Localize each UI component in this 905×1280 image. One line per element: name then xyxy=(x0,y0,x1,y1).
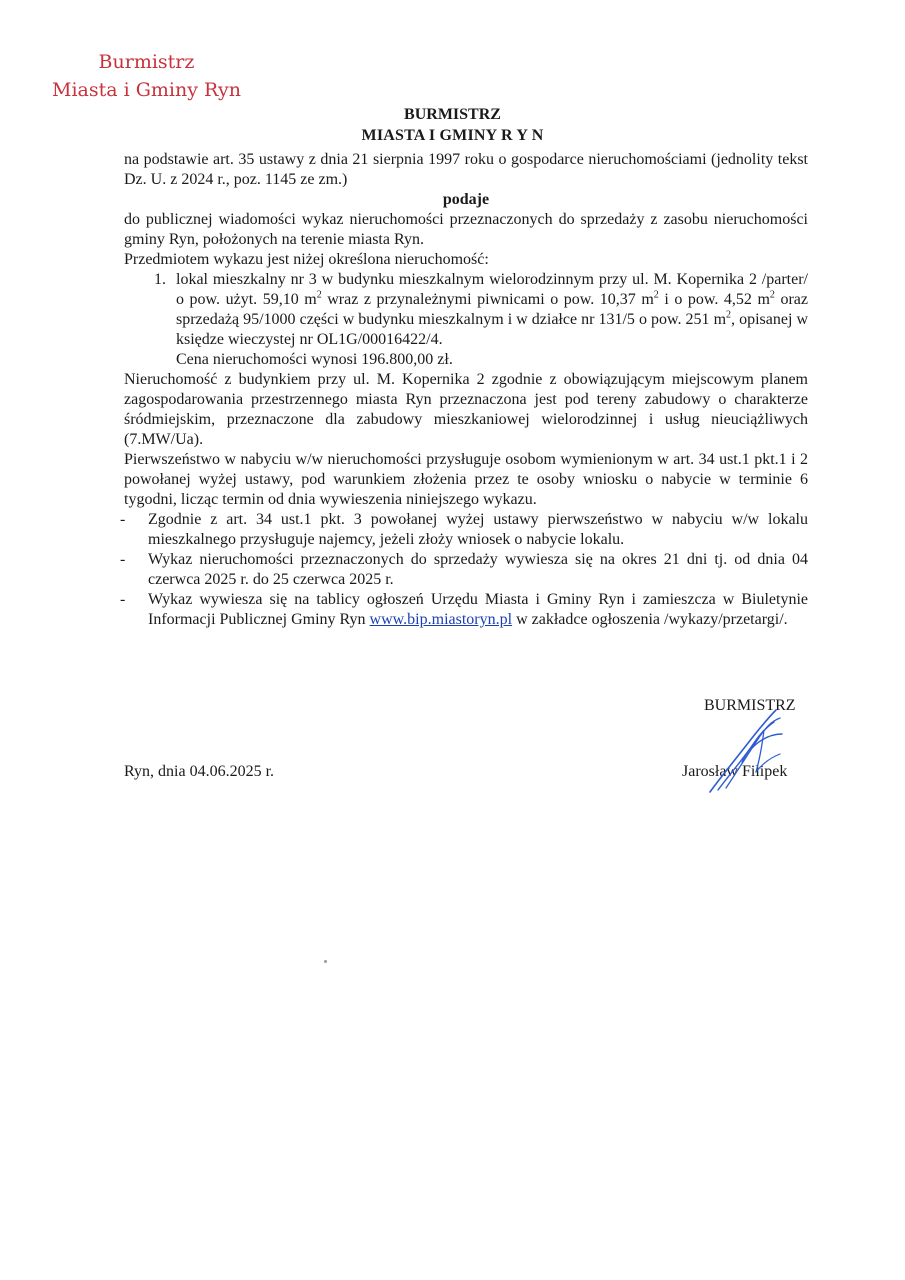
property-price: Cena nieruchomości wynosi 196.800,00 zł. xyxy=(176,351,453,368)
sup-1: 2 xyxy=(316,289,322,301)
document-heading-1: BURMISTRZ xyxy=(404,106,501,123)
sup-3: 2 xyxy=(769,289,775,301)
property-item-number: 1. xyxy=(154,271,166,288)
place-date: Ryn, dnia 04.06.2025 r. xyxy=(124,763,275,780)
property-desc-1: lokal mieszkalny nr 3 w budynku mieszkalnym wielorodzinnym przy ul. M. Kopernika 2 /parter/ o pow. użyt. 59,10 m xyxy=(176,271,808,308)
property-desc-3: i o pow. 4,52 m xyxy=(658,291,770,308)
bullet-dash: - xyxy=(120,591,126,608)
handwritten-signature xyxy=(690,700,790,800)
property-item xyxy=(124,270,808,370)
sup-4: 2 xyxy=(726,309,732,321)
stamp-line-1: Burmistrz xyxy=(98,51,195,73)
property-item-text xyxy=(176,270,808,370)
priority-paragraph: Pierwszeństwo w nabyciu w/w nieruchomości przysługuje osobom wymienionym w art. 34 ust.1 pkt.1 i 2 powołanej wyżej ustawy, pod warunkiem złożenia przez te osoby wniosku o nabycie w terminie 6 tygodni, licząc termin od dnia wywieszenia niniejszego wykazu. xyxy=(124,451,808,508)
bip-link[interactable]: www.bip.miastoryn.pl xyxy=(369,611,513,628)
bullet-tenant-priority xyxy=(120,510,808,550)
bullet-dash: - xyxy=(120,511,126,528)
bullet-text-before-link: Wykaz wywiesza się na tablicy ogłoszeń Urzędu Miasta i Gminy Ryn i zamieszcza w Biuletynie Informacji Publicznej Gminy Ryn xyxy=(148,591,808,628)
legal-basis: na podstawie art. 35 ustawy z dnia 21 sierpnia 1997 roku o gospodarce nieruchomościami (jednolity tekst Dz. U. z 2024 r., poz. 1145 ze zm.) xyxy=(124,151,808,188)
sup-2: 2 xyxy=(653,289,659,301)
podaje-heading: podaje xyxy=(442,191,490,208)
property-desc-4: oraz sprzedażą 95/1000 części w budynku mieszkalnym i w działce nr 131/5 o pow. 251 m xyxy=(176,291,808,328)
bullet-text xyxy=(148,590,808,630)
zoning-paragraph: Nieruchomość z budynkiem przy ul. M. Kopernika 2 zgodnie z obowiązującym miejscowym planem zagospodarowania przestrzennego miasta Ryn przeznaczona jest pod tereny zabudowy o charakterze śródmiejskim, przeznaczone dla zabudowy mieszkaniowej wielorodzinnej i usług nieuciążliwych (7.MW/Ua). xyxy=(124,371,808,448)
bullet-text-after-link: w zakładce ogłoszenia /wykazy/przetargi/. xyxy=(512,611,788,628)
office-stamp xyxy=(52,48,241,104)
public-notice: do publicznej wiadomości wykaz nieruchomości przeznaczonych do sprzedaży z zasobu nieruchomości gminy Ryn, położonych na terenie miasta Ryn. xyxy=(124,211,808,248)
bullet-dash: - xyxy=(120,551,126,568)
bullet-text: Wykaz nieruchomości przeznaczonych do sprzedaży wywiesza się na okres 21 dni tj. od dnia 04 czerwca 2025 r. do 25 czerwca 2025 r. xyxy=(148,551,808,588)
bullet-publication xyxy=(120,590,808,630)
scan-speck xyxy=(324,960,327,963)
stamp-line-2: Miasta i Gminy Ryn xyxy=(52,79,241,101)
bullet-text: Zgodnie z art. 34 ust.1 pkt. 3 powołanej wyżej ustawy pierwszeństwo w nabyciu w/w lokalu mieszkalnego przysługuje najemcy, jeżeli złoży wniosek o nabycie lokalu. xyxy=(148,511,808,548)
signature-name: Jarosław Filipek xyxy=(682,763,788,780)
document-heading-2: MIASTA I GMINY R Y N xyxy=(361,127,544,144)
subject-intro: Przedmiotem wykazu jest niżej określona nieruchomość: xyxy=(124,251,489,268)
property-desc-5: , opisanej w księdze wieczystej nr OL1G/00016422/4. xyxy=(176,311,809,348)
document-body xyxy=(120,150,809,630)
bullet-posting-period xyxy=(120,550,808,590)
signature-title: BURMISTRZ xyxy=(704,697,796,714)
property-desc-2: wraz z przynależnymi piwnicami o pow. 10,37 m xyxy=(321,291,654,308)
